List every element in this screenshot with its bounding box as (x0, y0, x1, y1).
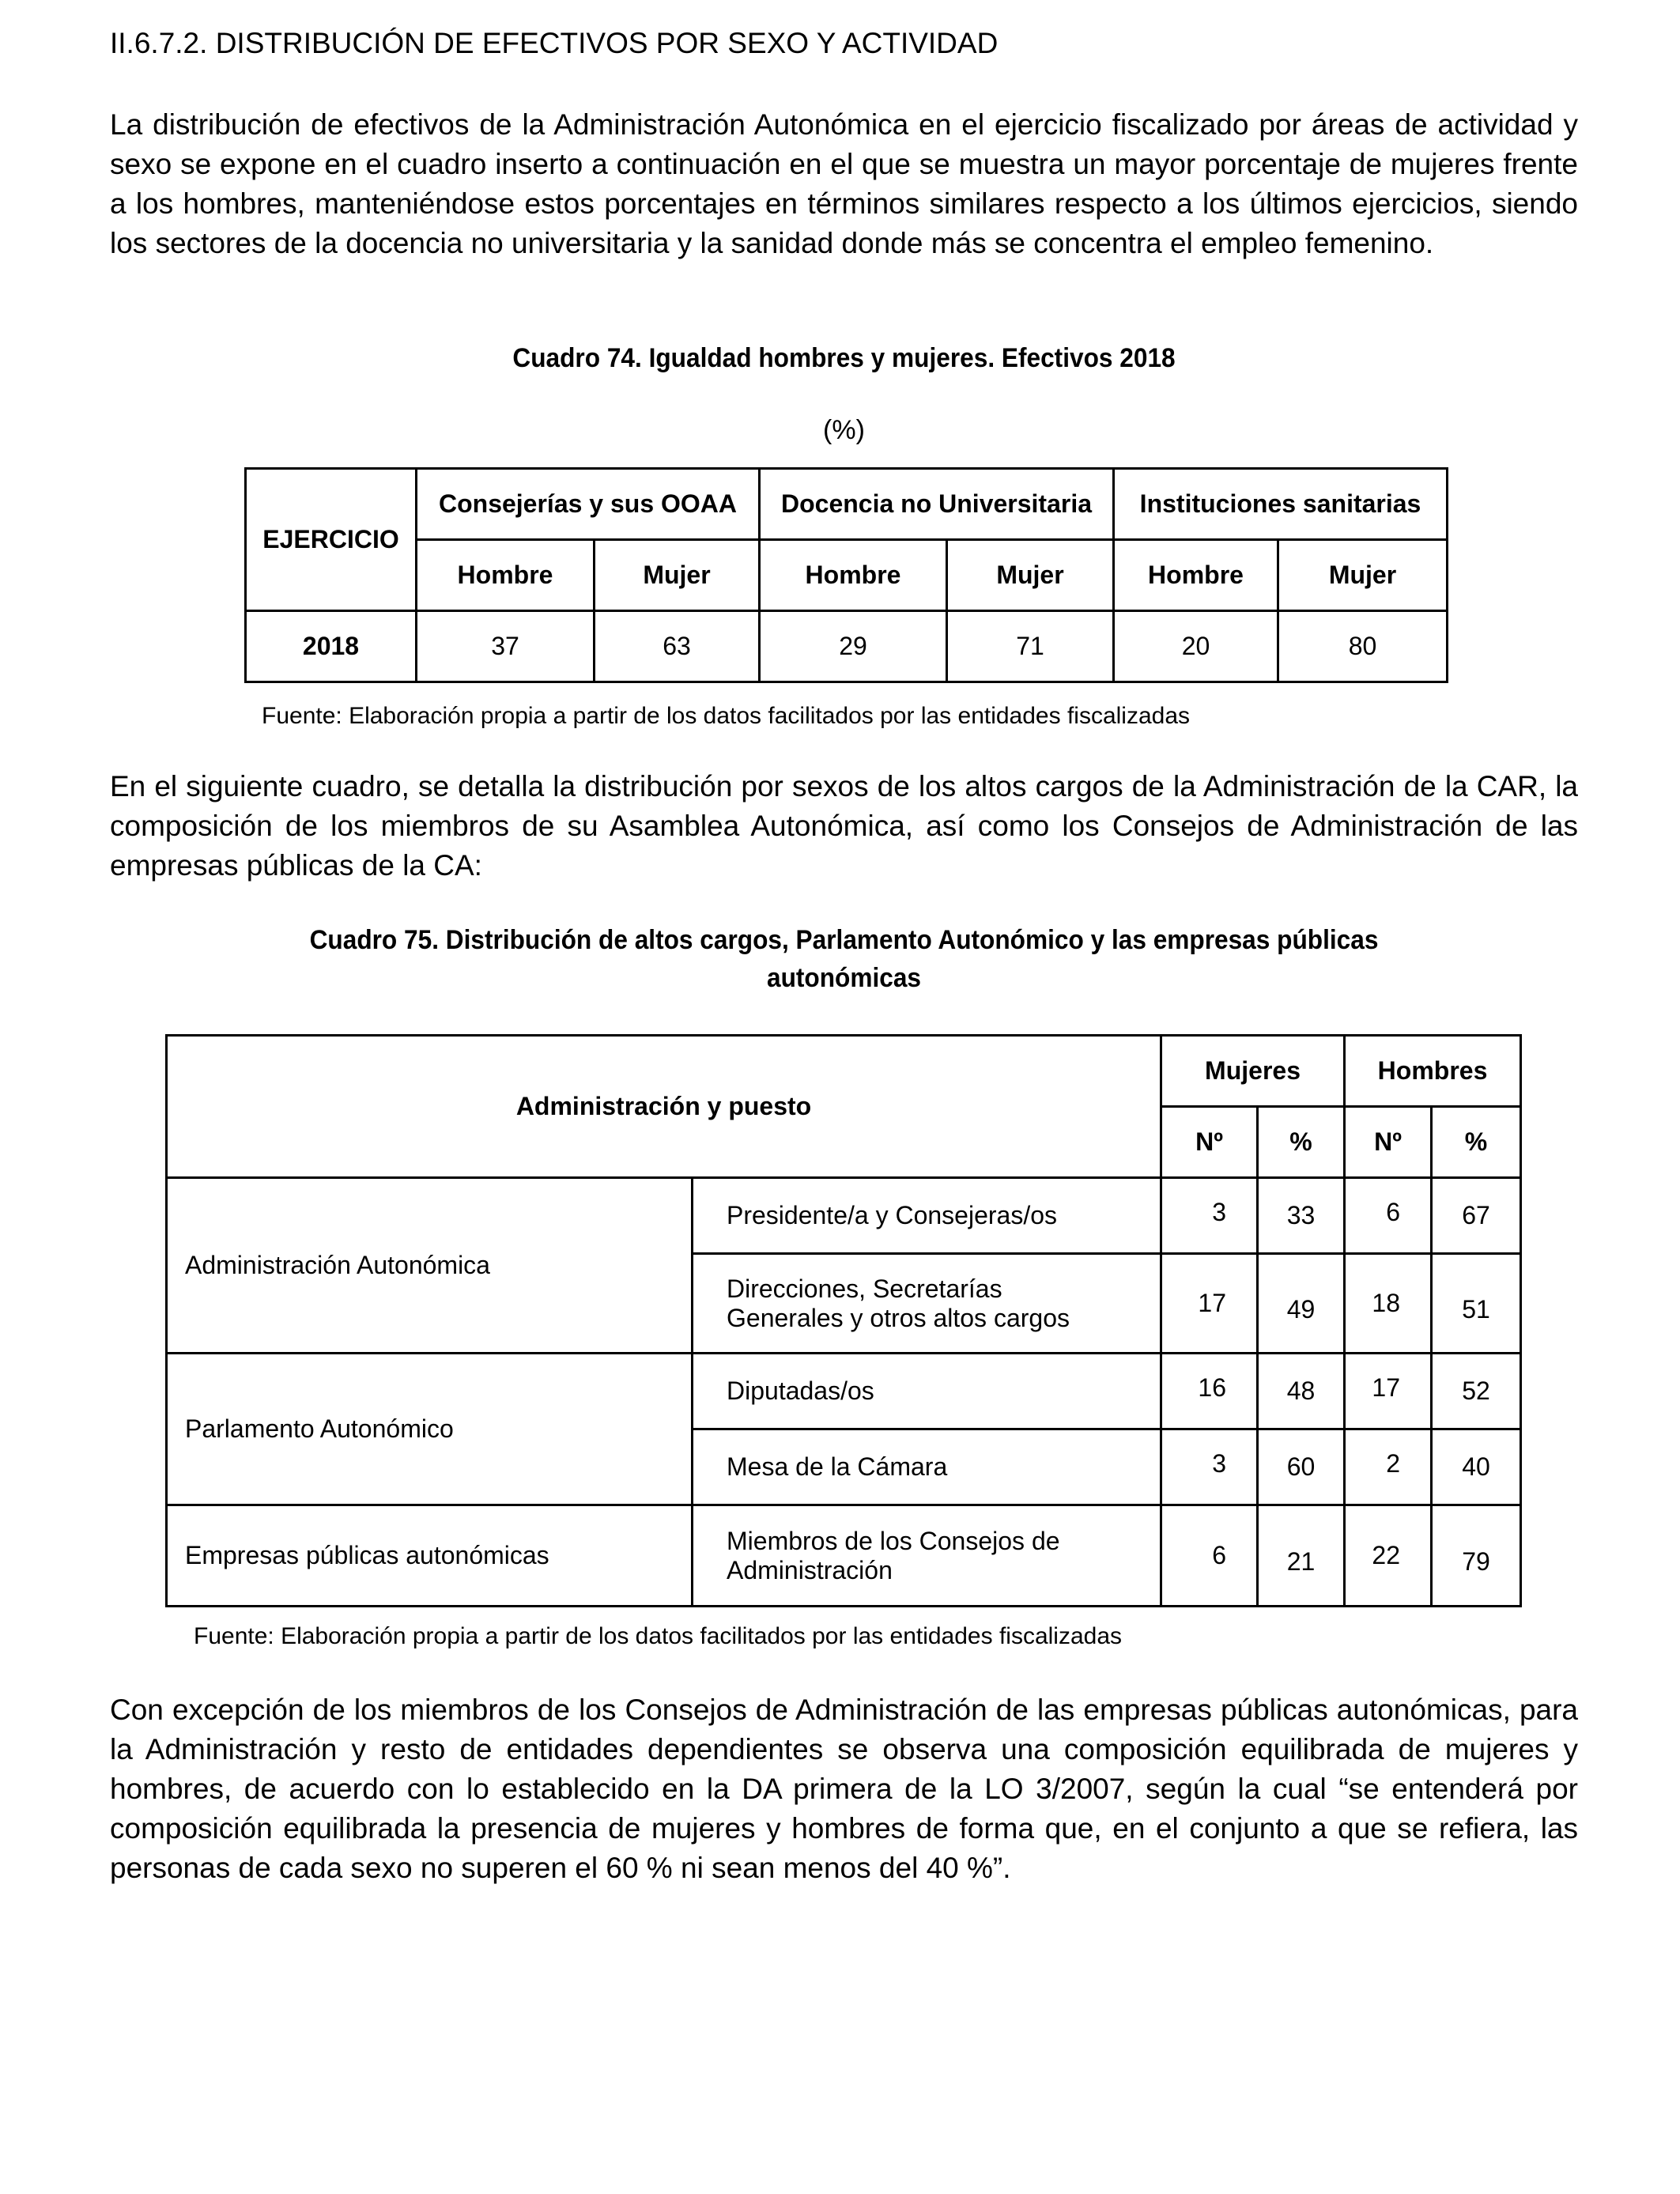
subheader-hombre: Hombre (1114, 540, 1278, 611)
subheader-porcentaje: % (1432, 1107, 1521, 1178)
hombres-porcentaje: 52 (1432, 1354, 1521, 1429)
section-heading: II.6.7.2. DISTRIBUCIÓN DE EFECTIVOS POR SEXO Y ACTIVIDAD (110, 27, 999, 59)
puesto-label: Presidente/a y Consejeras/os (693, 1178, 1161, 1254)
subheader-mujer: Mujer (595, 540, 760, 611)
hombres-numero: 6 (1345, 1178, 1432, 1254)
puesto-label (693, 1254, 1161, 1354)
hombres-porcentaje: 67 (1432, 1178, 1521, 1254)
table-row (167, 1178, 1521, 1254)
table-74-caption: Cuadro 74. Igualdad hombres y mujeres. Efectivos 2018 (512, 343, 1176, 373)
row-year: 2018 (246, 611, 417, 682)
table-row (246, 611, 1448, 682)
table-75-caption-line2: autonómicas (766, 963, 922, 993)
cell-value: 37 (417, 611, 595, 682)
mujeres-porcentaje: 60 (1258, 1429, 1345, 1505)
subheader-porcentaje: % (1258, 1107, 1345, 1178)
puesto-label: Mesa de la Cámara (693, 1429, 1161, 1505)
mujeres-numero: 3 (1161, 1178, 1258, 1254)
table-74-source: Fuente: Elaboración propia a partir de los datos facilitados por las entidades fiscalizadas (262, 703, 1191, 729)
cell-value: 71 (947, 611, 1114, 682)
cell-value: 80 (1278, 611, 1448, 682)
paragraph-intro-table-75: En el siguiente cuadro, se detalla la distribución por sexos de los altos cargos de la Administración de la CAR, la composición de los miembros de su Asamblea Autonómica, así como los Consejos de Administración de las empresas públicas de la CA: (110, 770, 1578, 882)
table-row (167, 1505, 1521, 1607)
subheader-mujer: Mujer (1278, 540, 1448, 611)
puesto-line: Generales y otros altos cargos (727, 1303, 1070, 1332)
cell-value: 63 (595, 611, 760, 682)
hombres-porcentaje: 79 (1432, 1505, 1521, 1607)
mujeres-numero: 16 (1161, 1354, 1258, 1429)
paragraph-intro: La distribución de efectivos de la Administración Autonómica en el ejercicio fiscalizado por áreas de actividad y sexo se expone en el cuadro inserto a continuación en el que se muestra un mayor porcentaje de mujeres frente a los hombres, manteniéndose estos porcentajes en términos similares respecto a los últimos ejercicios, siendo los sectores de la docencia no universitaria y la sanidad donde más se concentra el empleo femenino. (110, 108, 1578, 259)
mujeres-numero: 17 (1161, 1254, 1258, 1354)
mujeres-numero: 6 (1161, 1505, 1258, 1607)
mujeres-porcentaje: 48 (1258, 1354, 1345, 1429)
mujeres-porcentaje: 49 (1258, 1254, 1345, 1354)
puesto-line: Direcciones, Secretarías (727, 1274, 1002, 1303)
table-75-caption-line1: Cuadro 75. Distribución de altos cargos, Parlamento Autonómico y las empresas públicas (309, 925, 1379, 955)
header-docencia: Docencia no Universitaria (760, 469, 1114, 540)
header-hombres: Hombres (1345, 1036, 1521, 1107)
header-administracion-puesto: Administración y puesto (167, 1036, 1161, 1178)
table-75 (165, 1034, 1522, 1607)
hombres-porcentaje: 40 (1432, 1429, 1521, 1505)
header-sanitarias: Instituciones sanitarias (1114, 469, 1448, 540)
subheader-hombre: Hombre (417, 540, 595, 611)
hombres-numero: 17 (1345, 1354, 1432, 1429)
mujeres-porcentaje: 21 (1258, 1505, 1345, 1607)
header-mujeres: Mujeres (1161, 1036, 1345, 1107)
subheader-numero: Nº (1161, 1107, 1258, 1178)
group-administracion-autonomica: Administración Autonómica (167, 1178, 693, 1354)
group-parlamento-autonomico: Parlamento Autonómico (167, 1354, 693, 1505)
puesto-line: Miembros de los Consejos de (727, 1526, 1060, 1555)
subheader-numero: Nº (1345, 1107, 1432, 1178)
hombres-numero: 2 (1345, 1429, 1432, 1505)
table-row (167, 1354, 1521, 1429)
puesto-label (693, 1505, 1161, 1607)
table-74 (244, 467, 1448, 683)
puesto-line: Administración (727, 1555, 893, 1584)
subheader-hombre: Hombre (760, 540, 947, 611)
cell-value: 20 (1114, 611, 1278, 682)
hombres-numero: 22 (1345, 1505, 1432, 1607)
mujeres-porcentaje: 33 (1258, 1178, 1345, 1254)
paragraph-conclusion: Con excepción de los miembros de los Consejos de Administración de las empresas públicas autonómicas, para la Administración y resto de entidades dependientes se observa una composición equilibrada de mujeres y hombres, de acuerdo con lo establecido en la DA primera de la LO 3/2007, según la cual “se entenderá por composición equilibrada la presencia de mujeres y hombres de forma que, en el conjunto a que se refiera, las personas de cada sexo no superen el 60 % ni sean menos del 40 %”. (110, 1694, 1578, 1884)
table-74-unit: (%) (823, 415, 865, 445)
subheader-mujer: Mujer (947, 540, 1114, 611)
cell-value: 29 (760, 611, 947, 682)
header-consejerias: Consejerías y sus OOAA (417, 469, 760, 540)
header-ejercicio: EJERCICIO (246, 469, 417, 611)
puesto-label: Diputadas/os (693, 1354, 1161, 1429)
table-75-source: Fuente: Elaboración propia a partir de los datos facilitados por las entidades fiscalizadas (194, 1623, 1123, 1649)
mujeres-numero: 3 (1161, 1429, 1258, 1505)
hombres-numero: 18 (1345, 1254, 1432, 1354)
hombres-porcentaje: 51 (1432, 1254, 1521, 1354)
group-empresas-publicas: Empresas públicas autonómicas (167, 1505, 693, 1607)
